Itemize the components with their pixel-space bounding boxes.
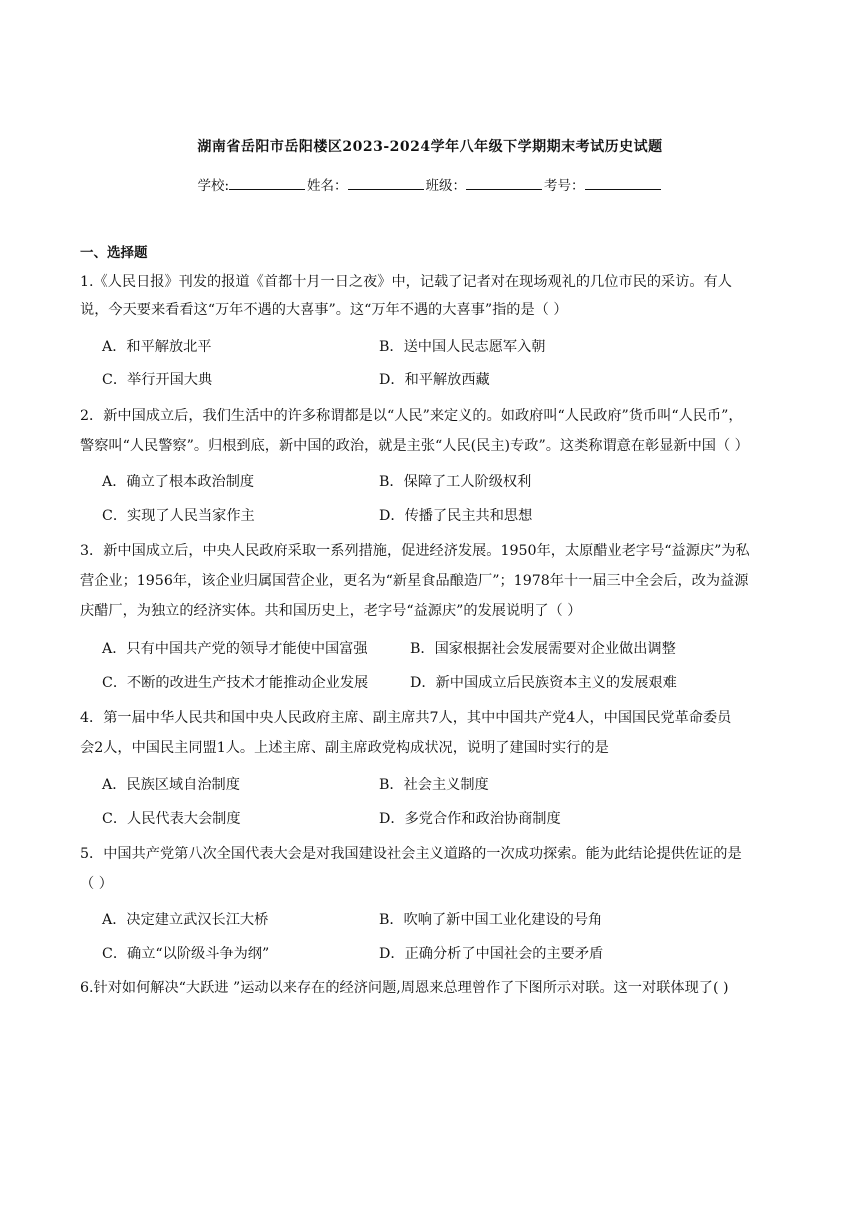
question-5-option-d[interactable]: D．正确分析了中国社会的主要矛盾 bbox=[379, 946, 604, 962]
exam-number-field bbox=[544, 174, 663, 194]
question-4-option-d[interactable]: D．多党合作和政治协商制度 bbox=[379, 811, 561, 827]
question-3-line-2: 营企业；1956年，该企业归属国营企业，更名为“新星食品酿造厂”；1978年十一届三中全会后，改为益源 bbox=[80, 573, 749, 589]
question-5-option-a[interactable]: A．决定建立武汉长江大桥 bbox=[102, 912, 269, 928]
school-field bbox=[197, 174, 307, 194]
question-1-line-1: 1.《人民日报》刊发的报道《首都十月一日之夜》中，记载了记者对在现场观礼的几位市民的采访。有人 bbox=[80, 274, 732, 290]
question-3-option-c[interactable]: C．不断的改进生产技术才能推动企业发展 bbox=[102, 675, 369, 691]
student-info-line bbox=[0, 174, 860, 194]
class-blank[interactable] bbox=[466, 177, 542, 190]
question-4-line-2: 会2人，中国民主同盟1人。上述主席、副主席政党构成状况，说明了建国时实行的是 bbox=[80, 740, 609, 756]
school-blank[interactable] bbox=[229, 177, 305, 190]
name-blank[interactable] bbox=[348, 177, 424, 190]
school-label: 学校: bbox=[197, 178, 230, 194]
question-1-option-a[interactable]: A．和平解放北平 bbox=[102, 339, 212, 355]
section-heading: 一、选择题 bbox=[80, 245, 148, 261]
exam-number-blank[interactable] bbox=[585, 177, 661, 190]
class-field bbox=[426, 174, 545, 194]
class-label: 班级： bbox=[425, 178, 467, 194]
exam-number-label: 考号： bbox=[544, 178, 585, 194]
page-title: 湖南省岳阳市岳阳楼区2023-2024学年八年级下学期期末考试历史试题 bbox=[197, 139, 663, 155]
question-6-line-1: 6.针对如何解决“大跃进 ”运动以来存在的经济问题,周恩来总理曾作了下图所示对联。这一对联体现了( ) bbox=[80, 980, 729, 996]
question-2-option-a[interactable]: A．确立了根本政治制度 bbox=[102, 474, 255, 490]
question-4-option-c[interactable]: C．人民代表大会制度 bbox=[102, 811, 241, 827]
question-4-option-a[interactable]: A．民族区域自治制度 bbox=[102, 777, 240, 793]
question-3-line-1: 3．新中国成立后，中央人民政府采取一系列措施，促进经济发展。1950年，太原醋业老字号“益源庆”为私 bbox=[80, 543, 750, 559]
question-5-option-b[interactable]: B．吹响了新中国工业化建设的号角 bbox=[379, 912, 603, 928]
question-5-line-2: （ ） bbox=[80, 876, 113, 892]
question-2-line-1: 2．新中国成立后，我们生活中的许多称谓都是以“人民”来定义的。如政府叫“人民政府”货币叫“人民币”， bbox=[80, 408, 743, 424]
question-1-line-2: 说，今天要来看看这“万年不遇的大喜事”。这“万年不遇的大喜事”指的是（ ） bbox=[80, 302, 568, 318]
question-3-option-b[interactable]: B．国家根据社会发展需要对企业做出调整 bbox=[410, 641, 676, 657]
question-3-option-a[interactable]: A．只有中国共产党的领导才能使中国富强 bbox=[102, 641, 368, 657]
name-field bbox=[307, 174, 426, 194]
question-3-line-3: 庆醋厂，为独立的经济实体。共和国历史上，老字号“益源庆”的发展说明了（ ） bbox=[80, 603, 582, 619]
question-4-line-1: 4．第一届中华人民共和国中央人民政府主席、副主席共7人，其中中国共产党4人，中国国民党革命委员 bbox=[80, 710, 732, 726]
question-2-line-2: 警察叫“人民警察”。归根到底，新中国的政治，就是主张“人民(民主)专政”。这类称谓意在彰显新中国（ ） bbox=[80, 438, 749, 454]
question-5-option-c[interactable]: C．确立“以阶级斗争为纲” bbox=[102, 946, 270, 962]
question-3-option-d[interactable]: D．新中国成立后民族资本主义的发展艰难 bbox=[410, 675, 677, 691]
name-label: 姓名： bbox=[307, 178, 348, 194]
question-1-option-c[interactable]: C．举行开国大典 bbox=[102, 372, 213, 388]
question-2-option-b[interactable]: B．保障了工人阶级权利 bbox=[379, 474, 532, 490]
question-2-option-c[interactable]: C．实现了人民当家作主 bbox=[102, 508, 255, 524]
question-4-option-b[interactable]: B．社会主义制度 bbox=[379, 777, 489, 793]
question-1-option-d[interactable]: D．和平解放西藏 bbox=[379, 372, 490, 388]
question-5-line-1: 5．中国共产党第八次全国代表大会是对我国建设社会主义道路的一次成功探索。能为此结论提供佐证的是 bbox=[80, 846, 742, 862]
question-1-option-b[interactable]: B．送中国人民志愿军入朝 bbox=[379, 339, 546, 355]
question-2-option-d[interactable]: D．传播了民主共和思想 bbox=[379, 508, 533, 524]
